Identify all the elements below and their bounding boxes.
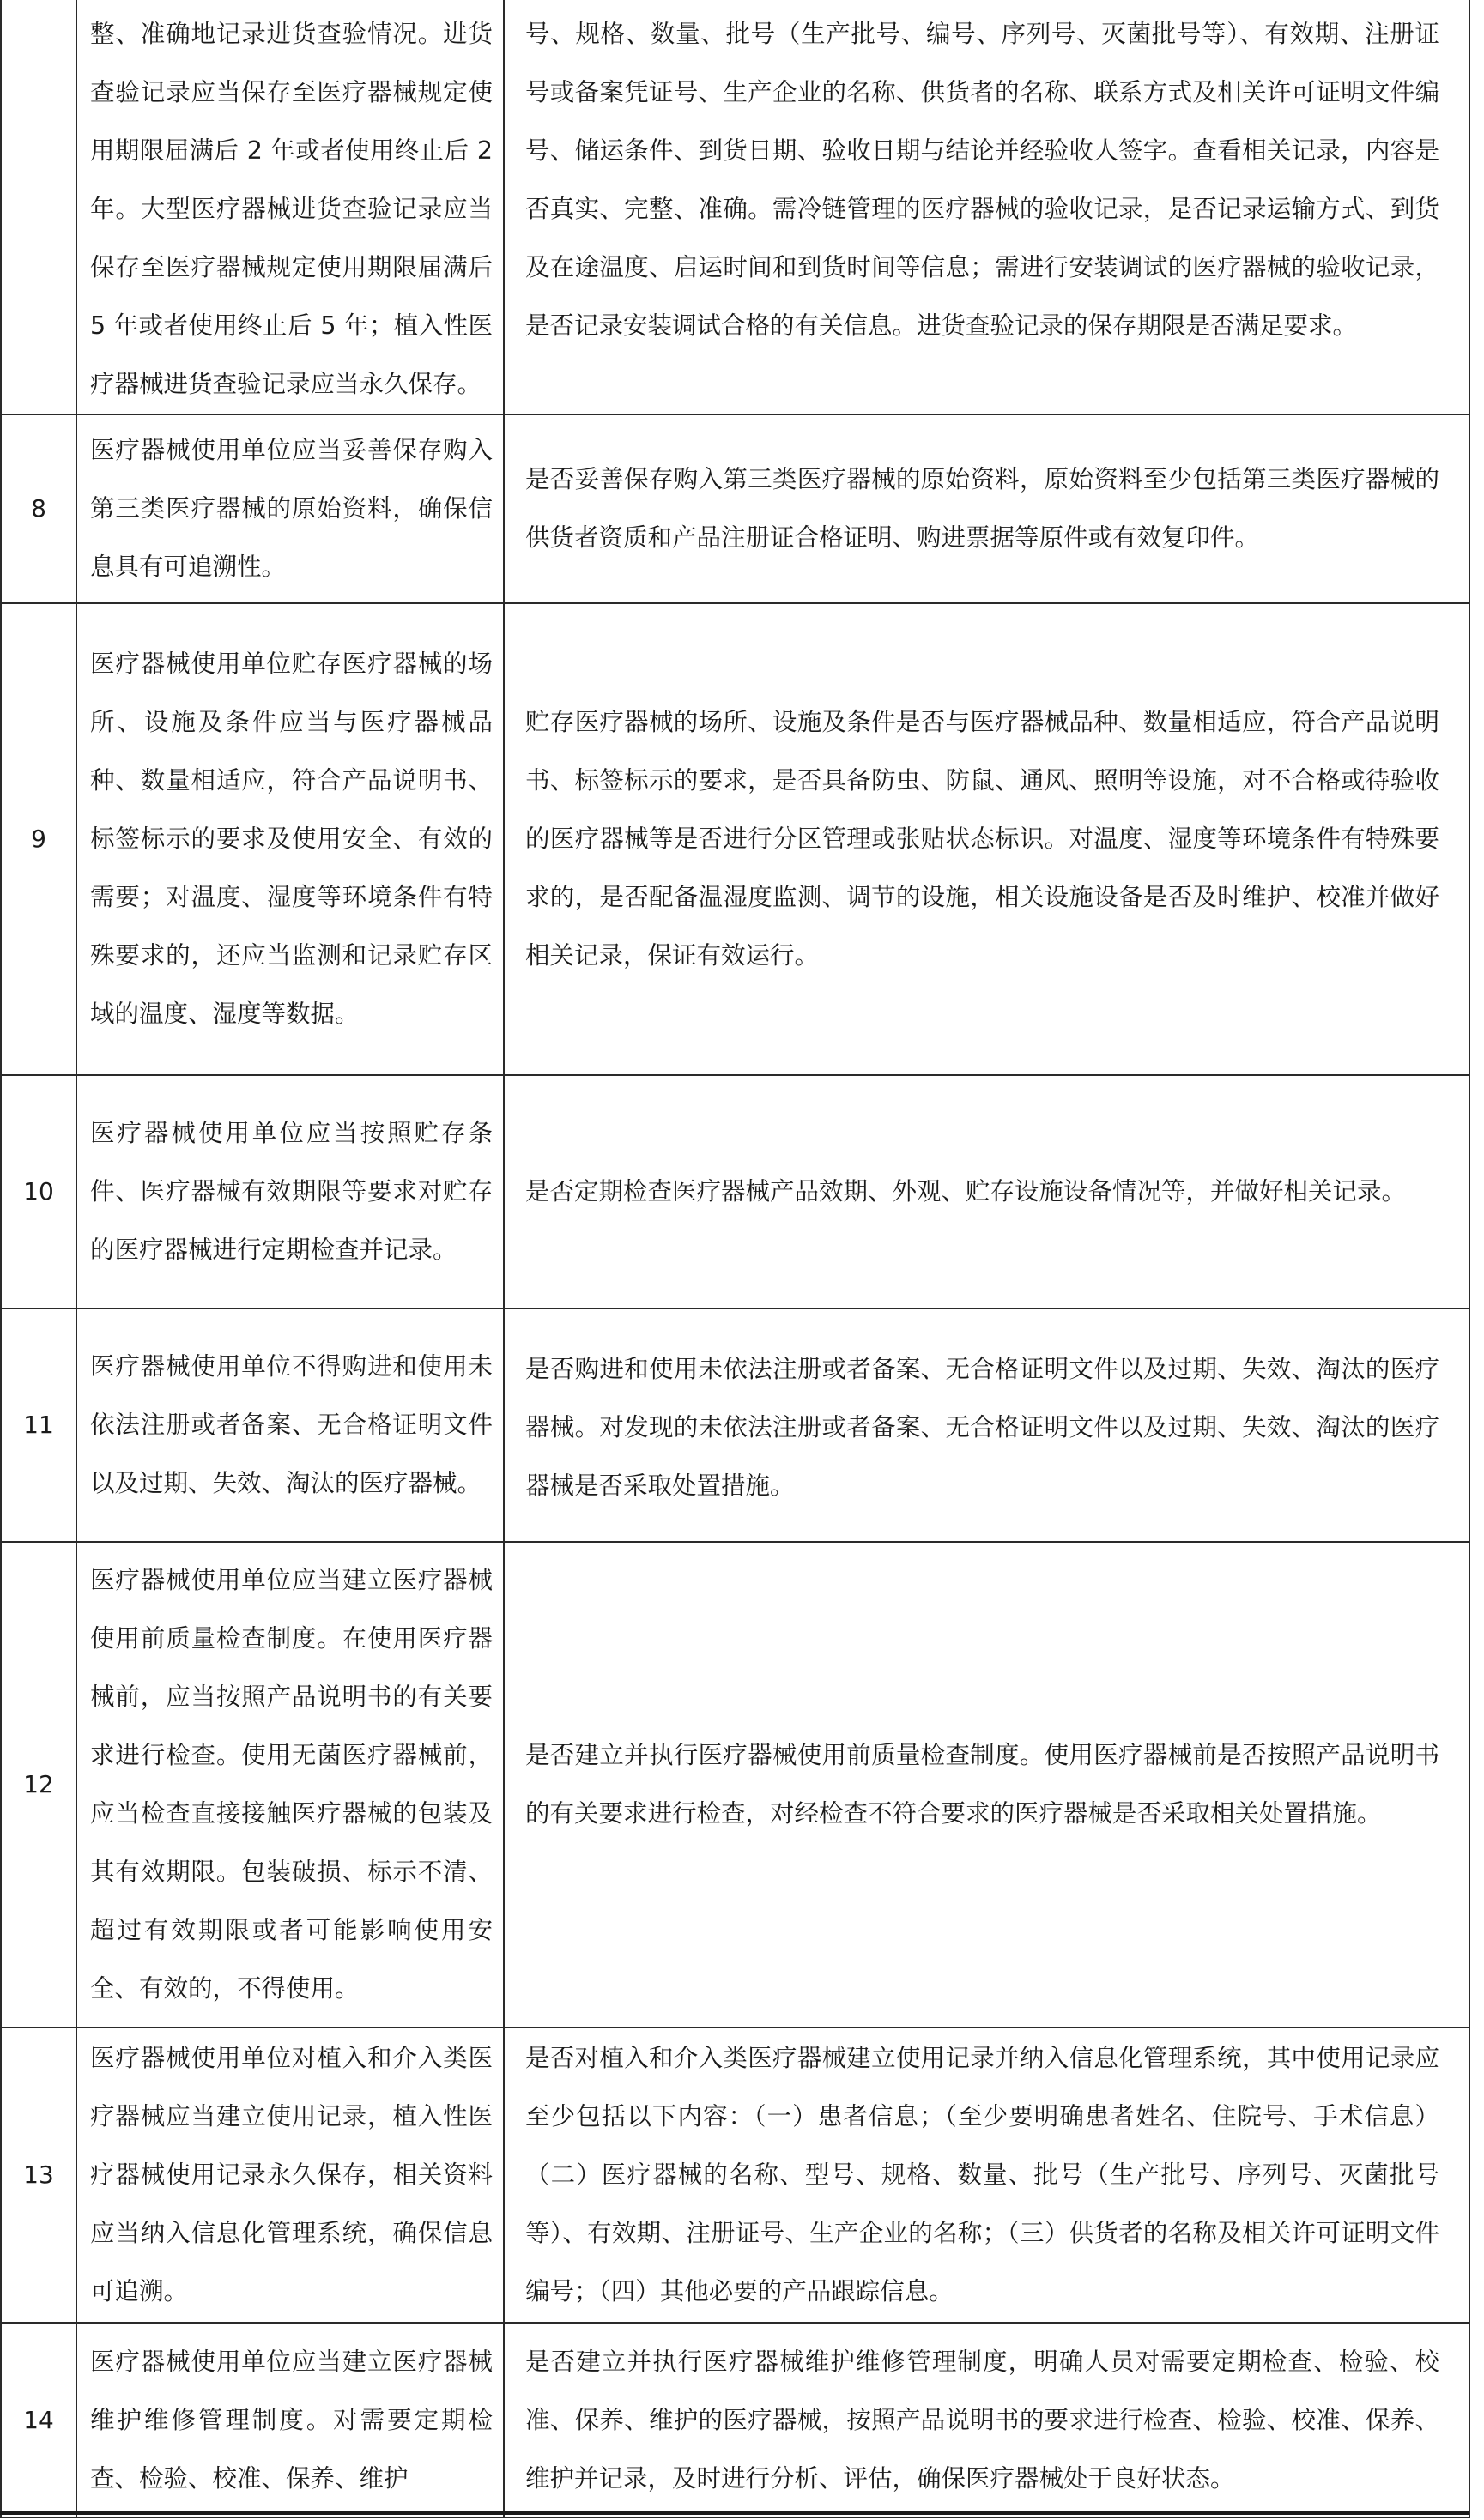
item-number-cell: 12 — [1, 1542, 76, 2027]
check-content-cell: 贮存医疗器械的场所、设施及条件是否与医疗器械品种、数量相适应，符合产品说明书、标签标示的要求，是否具备防虫、防鼠、通风、照明等设施，对不合格或待验收的医疗器械等是否进行分区管理或张贴状态标识。对温度、湿度等环境条件有特殊要求的，是否配备温湿度监测、调节的设施，相关设施设备是否及时维护、校准并做好相关记录，保证有效运行。 — [504, 603, 1469, 1075]
table-row — [1, 2323, 1469, 2517]
item-number-cell: 11 — [1, 1308, 76, 1542]
requirement-cell: 医疗器械使用单位贮存医疗器械的场所、设施及条件应当与医疗器械品种、数量相适应，符合产品说明书、标签标示的要求及使用安全、有效的需要；对温度、湿度等环境条件有特殊要求的，还应当监测和记录贮存区域的温度、湿度等数据。 — [76, 603, 504, 1075]
table-row — [1, 1075, 1469, 1308]
check-content-cell: 是否妥善保存购入第三类医疗器械的原始资料，原始资料至少包括第三类医疗器械的供货者资质和产品注册证合格证明、购进票据等原件或有效复印件。 — [504, 414, 1469, 603]
requirement-cell: 医疗器械使用单位应当建立医疗器械使用前质量检查制度。在使用医疗器械前，应当按照产品说明书的有关要求进行检查。使用无菌医疗器械前，应当检查直接接触医疗器械的包装及其有效期限。包装破损、标示不清、超过有效期限或者可能影响使用安全、有效的，不得使用。 — [76, 1542, 504, 2027]
check-content-cell: 是否购进和使用未依法注册或者备案、无合格证明文件以及过期、失效、淘汰的医疗器械。对发现的未依法注册或者备案、无合格证明文件以及过期、失效、淘汰的医疗器械是否采取处置措施。 — [504, 1308, 1469, 1542]
requirement-cell: 医疗器械使用单位应当建立医疗器械维护维修管理制度。对需要定期检查、检验、校准、保养、维护 — [76, 2323, 504, 2517]
requirement-cell: 整、准确地记录进货查验情况。进货查验记录应当保存至医疗器械规定使用期限届满后 2 年或者使用终止后 2 年。大型医疗器械进货查验记录应当保存至医疗器械规定使用期限届满后 5 年或者使用终止后 5 年；植入性医疗器械进货查验记录应当永久保存。 — [76, 0, 504, 414]
table-row — [1, 414, 1469, 603]
item-number-cell: 13 — [1, 2027, 76, 2323]
table-bottom-rule — [0, 2511, 1469, 2515]
requirement-cell: 医疗器械使用单位对植入和介入类医疗器械应当建立使用记录，植入性医疗器械使用记录永久保存，相关资料应当纳入信息化管理系统，确保信息可追溯。 — [76, 2027, 504, 2323]
check-content-cell: 是否建立并执行医疗器械使用前质量检查制度。使用医疗器械前是否按照产品说明书的有关要求进行检查，对经检查不符合要求的医疗器械是否采取相关处置措施。 — [504, 1542, 1469, 2027]
item-number-cell: 9 — [1, 603, 76, 1075]
table-row — [1, 0, 1469, 414]
item-number-cell: 14 — [1, 2323, 76, 2517]
item-number-cell: 8 — [1, 414, 76, 603]
table-row — [1, 603, 1469, 1075]
check-content-cell: 是否对植入和介入类医疗器械建立使用记录并纳入信息化管理系统，其中使用记录应至少包括以下内容：（一）患者信息；（至少要明确患者姓名、住院号、手术信息）（二）医疗器械的名称、型号、规格、数量、批号（生产批号、序列号、灭菌批号等）、有效期、注册证号、生产企业的名称；（三）供货者的名称及相关许可证明文件编号；（四）其他必要的产品跟踪信息。 — [504, 2027, 1469, 2323]
table-row — [1, 1308, 1469, 1542]
requirement-cell: 医疗器械使用单位不得购进和使用未依法注册或者备案、无合格证明文件以及过期、失效、淘汰的医疗器械。 — [76, 1308, 504, 1542]
check-content-cell: 号、规格、数量、批号（生产批号、编号、序列号、灭菌批号等）、有效期、注册证号或备案凭证号、生产企业的名称、供货者的名称、联系方式及相关许可证明文件编号、储运条件、到货日期、验收日期与结论并经验收人签字。查看相关记录，内容是否真实、完整、准确。需冷链管理的医疗器械的验收记录，是否记录运输方式、到货及在途温度、启运时间和到货时间等信息；需进行安装调试的医疗器械的验收记录，是否记录安装调试合格的有关信息。进货查验记录的保存期限是否满足要求。 — [504, 0, 1469, 414]
item-number-cell: 10 — [1, 1075, 76, 1308]
check-content-cell: 是否定期检查医疗器械产品效期、外观、贮存设施设备情况等，并做好相关记录。 — [504, 1075, 1469, 1308]
item-number-cell — [1, 0, 76, 414]
requirement-cell: 医疗器械使用单位应当妥善保存购入第三类医疗器械的原始资料，确保信息具有可追溯性。 — [76, 414, 504, 603]
requirement-cell: 医疗器械使用单位应当按照贮存条件、医疗器械有效期限等要求对贮存的医疗器械进行定期检查并记录。 — [76, 1075, 504, 1308]
check-content-cell: 是否建立并执行医疗器械维护维修管理制度，明确人员对需要定期检查、检验、校准、保养、维护的医疗器械，按照产品说明书的要求进行检查、检验、校准、保养、维护并记录，及时进行分析、评估，确保医疗器械处于良好状态。 — [504, 2323, 1469, 2517]
table-row — [1, 2027, 1469, 2323]
table-row — [1, 1542, 1469, 2027]
